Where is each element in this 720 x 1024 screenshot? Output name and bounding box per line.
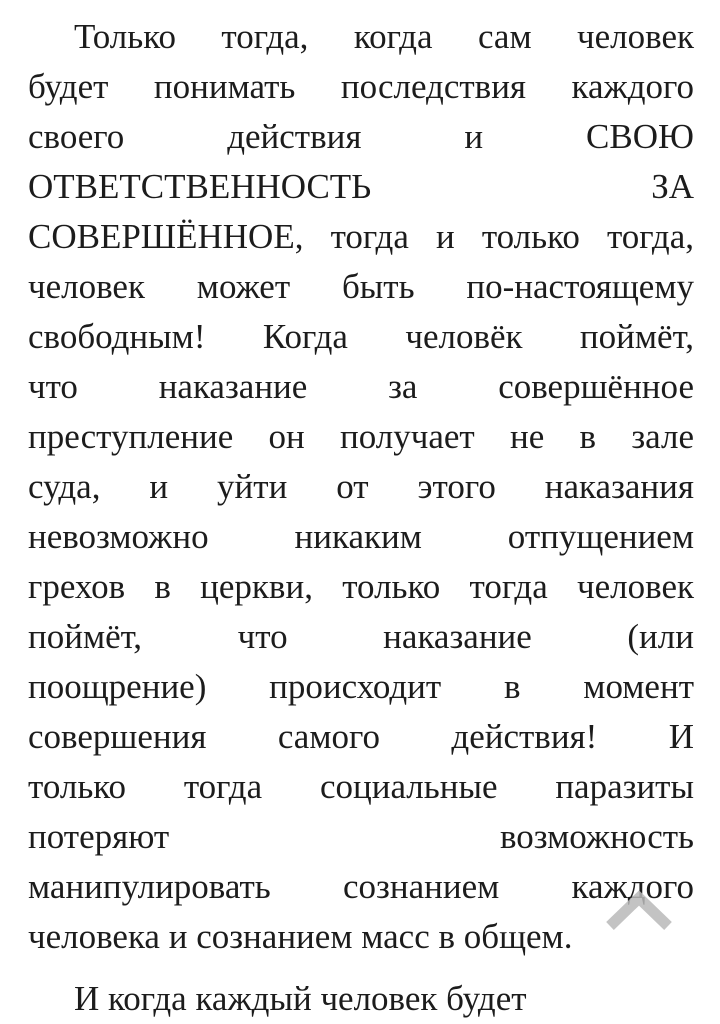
- text-line: грехов в церкви, только тогда человек: [28, 567, 694, 606]
- text-line: Только тогда, когда сам человек: [74, 17, 694, 56]
- next-paragraph-partial: И когда каждый человек будет: [74, 979, 527, 1018]
- text-line: будет понимать последствия каждого: [28, 67, 694, 106]
- text-line: совершения самого действия! И: [28, 717, 694, 756]
- text-line: свободным! Когда человёк поймёт,: [28, 317, 694, 356]
- text-line: потеряют возможность: [28, 817, 694, 856]
- text-line: поощрение) происходит в момент: [28, 667, 694, 706]
- text-line: что наказание за совершённое: [28, 367, 694, 406]
- text-line: преступление он получает не в зале: [28, 417, 694, 456]
- text-line: человек может быть по-настоящему: [28, 267, 694, 306]
- text-line: невозможно никаким отпущением: [28, 517, 694, 556]
- text-line: ОТВЕТСТВЕННОСТЬ ЗА: [28, 167, 694, 206]
- text-line: СОВЕРШЁННОЕ, тогда и только тогда,: [28, 217, 694, 256]
- text-line: поймёт, что наказание (или: [28, 617, 694, 656]
- text-line: человека и сознанием масс в общем.: [28, 917, 573, 956]
- text-line: своего действия и СВОЮ: [28, 117, 694, 156]
- text-line: суда, и уйти от этого наказания: [28, 467, 694, 506]
- scroll-to-top-button[interactable]: [604, 890, 674, 932]
- chevron-up-icon: [604, 890, 674, 932]
- book-paragraph: [28, 12, 694, 962]
- text-line: только тогда социальные паразиты: [28, 767, 694, 806]
- text-line: манипулировать сознанием каждого: [28, 867, 694, 906]
